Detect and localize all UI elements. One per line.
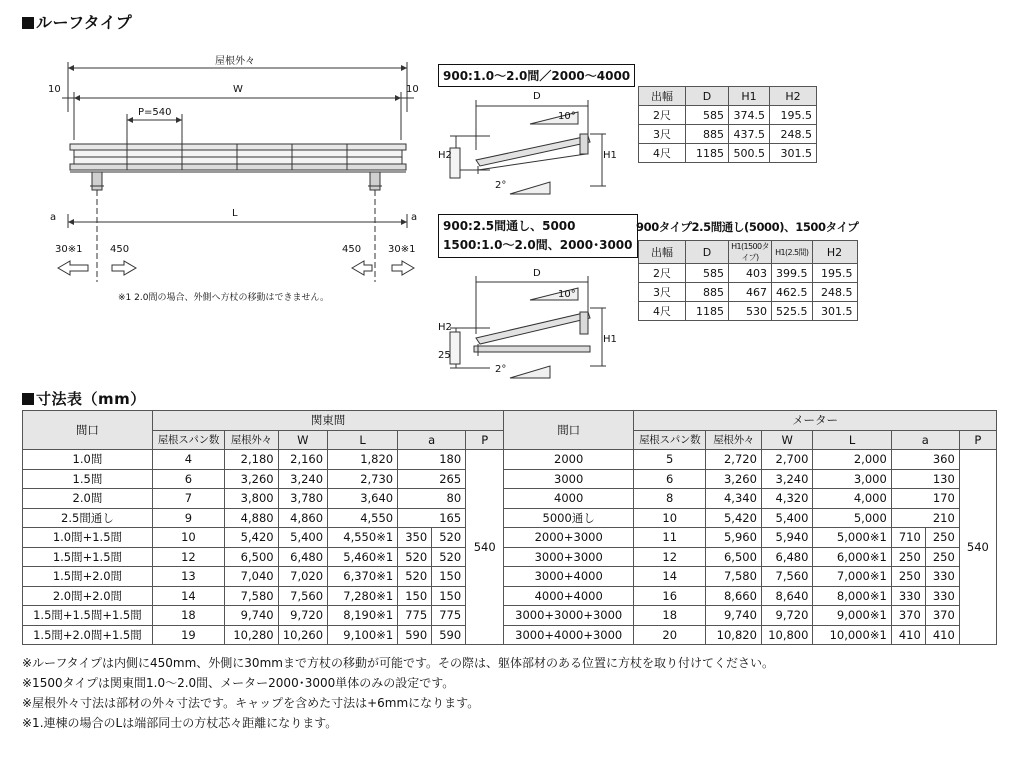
table-cell: 9,740 xyxy=(225,606,279,626)
side1-deg10-label: 10° xyxy=(558,111,576,122)
table-cell: 5,420 xyxy=(706,508,762,528)
table-cell: 4 xyxy=(152,450,224,470)
table-cell: 8,660 xyxy=(706,586,762,606)
spec2-header: H1(2.5間) xyxy=(772,241,813,264)
table-cell: 3000+3000 xyxy=(504,547,634,567)
group-meter: メーター xyxy=(634,411,997,431)
table-cell: 520 xyxy=(432,528,466,548)
table-cell: 590 xyxy=(398,625,432,645)
table-cell: 370 xyxy=(891,606,925,626)
table-cell: 1.5間+2.0間+1.5間 xyxy=(23,625,153,645)
note-line: ※屋根外々寸法は部材の外々寸法です。キャップを含めた寸法は+6mmになります。 xyxy=(22,696,480,710)
table-row xyxy=(23,489,997,509)
spec2-cell: 585 xyxy=(686,264,729,283)
spec2-cell: 462.5 xyxy=(772,283,813,302)
table-cell: 5,000※1 xyxy=(813,528,891,548)
table-cell: 5,400 xyxy=(761,508,813,528)
side1-deg2-label: 2° xyxy=(495,180,507,191)
table-cell: 10,800 xyxy=(761,625,813,645)
sub-header: a xyxy=(891,430,959,450)
spec2-header: H2 xyxy=(812,241,857,264)
table-cell: 590 xyxy=(432,625,466,645)
side1-h1-label: H1 xyxy=(603,150,617,161)
table-cell: 370 xyxy=(925,606,959,626)
table-cell: 2.5間通し xyxy=(23,508,153,528)
table-cell: 330 xyxy=(891,586,925,606)
table-cell: 16 xyxy=(634,586,706,606)
table-cell: 14 xyxy=(152,586,224,606)
table-cell: 8,000※1 xyxy=(813,586,891,606)
table-cell: 14 xyxy=(634,567,706,587)
table-cell: 7,020 xyxy=(278,567,327,587)
table-cell: 7,000※1 xyxy=(813,567,891,587)
table-row xyxy=(23,547,997,567)
table-cell: 210 xyxy=(891,508,959,528)
spec2-cell: 3尺 xyxy=(639,283,686,302)
table-cell: 250 xyxy=(891,567,925,587)
table-cell: 350 xyxy=(398,528,432,548)
spec1-cell: 585 xyxy=(686,106,729,125)
spec1-cell: 374.5 xyxy=(729,106,770,125)
a-left-label: a xyxy=(50,212,57,223)
table-cell: 2000+3000 xyxy=(504,528,634,548)
table-cell: 540 xyxy=(959,450,996,645)
spec1-cell: 301.5 xyxy=(770,144,817,163)
spec1-header: 出幅 xyxy=(639,87,686,106)
spec2-cell: 2尺 xyxy=(639,264,686,283)
table-cell: 5,420 xyxy=(225,528,279,548)
table-cell: 5 xyxy=(634,450,706,470)
table-cell: 9,720 xyxy=(761,606,813,626)
spec2-cell: 467 xyxy=(729,283,772,302)
side2-25-label: 25 xyxy=(438,350,451,361)
table-cell: 10 xyxy=(152,528,224,548)
left-10-label: 10 xyxy=(48,84,61,95)
spec1-cell: 195.5 xyxy=(770,106,817,125)
spec1-header: D xyxy=(686,87,729,106)
sub-header: L xyxy=(328,430,398,450)
spec2-row xyxy=(639,302,858,321)
right-10-label: 10 xyxy=(406,84,419,95)
spec2-cell: 885 xyxy=(686,283,729,302)
table-cell: 3000+4000+3000 xyxy=(504,625,634,645)
table-cell: 9,740 xyxy=(706,606,762,626)
side2-h2-label: H2 xyxy=(438,322,452,333)
sub-header: 屋根外々 xyxy=(706,430,762,450)
table-cell: 13 xyxy=(152,567,224,587)
side2-caption-line1: 900:2.5間通し、5000 xyxy=(443,219,576,233)
notes xyxy=(22,653,774,733)
table-cell: 3,240 xyxy=(761,469,813,489)
table-cell: 10 xyxy=(634,508,706,528)
spec-table-2-title: 900タイプ2.5間通し(5000)、1500タイプ xyxy=(636,220,859,234)
a-right-label: a xyxy=(411,212,418,223)
spec1-row xyxy=(639,144,817,163)
left-30-label: 30※1 xyxy=(55,244,83,255)
table-row xyxy=(23,586,997,606)
table-cell: 7,580 xyxy=(706,567,762,587)
table-cell: 520 xyxy=(432,547,466,567)
side-section-1-caption: 900:1.0～2.0間／2000～4000 xyxy=(438,64,635,87)
table-cell: 7,560 xyxy=(761,567,813,587)
table-cell: 2.0間 xyxy=(23,489,153,509)
table-cell: 5,940 xyxy=(761,528,813,548)
side2-caption-line2: 1500:1.0～2.0間、2000･3000 xyxy=(443,238,633,252)
side2-d-label: D xyxy=(533,268,541,279)
spec2-header: D xyxy=(686,241,729,264)
table-cell: 3,000 xyxy=(813,469,891,489)
col-maguchi-left: 間口 xyxy=(23,411,153,450)
side-section-2-caption xyxy=(438,214,638,258)
sub-header: P xyxy=(466,430,504,450)
table-cell: 1.0間+1.5間 xyxy=(23,528,153,548)
table-cell: 5,460※1 xyxy=(328,547,398,567)
table-cell: 3,640 xyxy=(328,489,398,509)
sub-header: 屋根スパン数 xyxy=(152,430,224,450)
spec2-cell: 4尺 xyxy=(639,302,686,321)
spec1-cell: 437.5 xyxy=(729,125,770,144)
table-cell: 10,280 xyxy=(225,625,279,645)
table-cell: 80 xyxy=(398,489,466,509)
roof-type-title: ルーフタイプ xyxy=(36,13,133,32)
table-cell: 2.0間+2.0間 xyxy=(23,586,153,606)
sub-header: W xyxy=(278,430,327,450)
table-cell: 7,560 xyxy=(278,586,327,606)
table-cell: 9,100※1 xyxy=(328,625,398,645)
table-cell: 410 xyxy=(925,625,959,645)
table-cell: 330 xyxy=(925,586,959,606)
table-cell: 4,320 xyxy=(761,489,813,509)
table-cell: 2,000 xyxy=(813,450,891,470)
table-cell: 410 xyxy=(891,625,925,645)
table-cell: 150 xyxy=(432,586,466,606)
spec2-cell: 399.5 xyxy=(772,264,813,283)
sub-header: 屋根スパン数 xyxy=(634,430,706,450)
table-cell: 9,000※1 xyxy=(813,606,891,626)
spec2-cell: 403 xyxy=(729,264,772,283)
table-cell: 6,480 xyxy=(761,547,813,567)
side2-deg10-label: 10° xyxy=(558,289,576,300)
table-cell: 4,000 xyxy=(813,489,891,509)
sub-header: P xyxy=(959,430,996,450)
table-cell: 6,370※1 xyxy=(328,567,398,587)
spec1-cell: 3尺 xyxy=(639,125,686,144)
table-cell: 150 xyxy=(398,586,432,606)
table-cell: 775 xyxy=(398,606,432,626)
w-label: W xyxy=(233,84,243,95)
outer-width-label: 屋根外々 xyxy=(215,56,255,67)
table-cell: 5,000 xyxy=(813,508,891,528)
dimension-table xyxy=(22,410,997,645)
spec1-header: H1 xyxy=(729,87,770,106)
table-cell: 4,550 xyxy=(328,508,398,528)
table-cell: 520 xyxy=(398,567,432,587)
table-row xyxy=(23,508,997,528)
spec2-cell: 301.5 xyxy=(812,302,857,321)
spec2-cell: 195.5 xyxy=(812,264,857,283)
table-cell: 3,260 xyxy=(706,469,762,489)
square-bullet-icon xyxy=(22,393,34,405)
table-cell: 5000通し xyxy=(504,508,634,528)
table-cell: 5,400 xyxy=(278,528,327,548)
table-row xyxy=(23,606,997,626)
table-cell: 3,800 xyxy=(225,489,279,509)
table-cell: 10,260 xyxy=(278,625,327,645)
table-cell: 150 xyxy=(432,567,466,587)
table-cell: 250 xyxy=(891,547,925,567)
table-cell: 5,960 xyxy=(706,528,762,548)
table-cell: 11 xyxy=(634,528,706,548)
table-cell: 6,480 xyxy=(278,547,327,567)
table-cell: 1.5間 xyxy=(23,469,153,489)
table-cell: 3000 xyxy=(504,469,634,489)
table-cell: 18 xyxy=(152,606,224,626)
table-cell: 8 xyxy=(634,489,706,509)
spec2-cell: 525.5 xyxy=(772,302,813,321)
right-30-label: 30※1 xyxy=(388,244,416,255)
table-cell: 1,820 xyxy=(328,450,398,470)
spec1-row xyxy=(639,125,817,144)
dimension-table-body xyxy=(23,450,997,645)
table-cell: 7,580 xyxy=(225,586,279,606)
p-label: P=540 xyxy=(138,107,172,118)
table-cell: 8,190※1 xyxy=(328,606,398,626)
spec2-row xyxy=(639,264,858,283)
spec2-cell: 530 xyxy=(729,302,772,321)
table-cell: 7,040 xyxy=(225,567,279,587)
table-cell: 3000+4000 xyxy=(504,567,634,587)
table-cell: 6,500 xyxy=(706,547,762,567)
table-cell: 2,700 xyxy=(761,450,813,470)
table-cell: 6 xyxy=(634,469,706,489)
group-kanto: 関東間 xyxy=(152,411,503,431)
spec-table-2 xyxy=(638,240,858,321)
spec1-row xyxy=(639,106,817,125)
table-cell: 7 xyxy=(152,489,224,509)
table-cell: 12 xyxy=(152,547,224,567)
table-cell: 19 xyxy=(152,625,224,645)
table-cell: 20 xyxy=(634,625,706,645)
table-cell: 6,000※1 xyxy=(813,547,891,567)
table-cell: 165 xyxy=(398,508,466,528)
table-cell: 360 xyxy=(891,450,959,470)
side1-d-label: D xyxy=(533,91,541,102)
side2-h1-label: H1 xyxy=(603,334,617,345)
table-cell: 330 xyxy=(925,567,959,587)
table-cell: 10,820 xyxy=(706,625,762,645)
table-cell: 9 xyxy=(152,508,224,528)
table-cell: 1.5間+1.5間+1.5間 xyxy=(23,606,153,626)
sub-header: 屋根外々 xyxy=(225,430,279,450)
dimension-table-heading xyxy=(22,388,146,409)
spec-table-1 xyxy=(638,86,817,163)
note-line: ※ルーフタイプは内側に450mm、外側に30mmまで方杖の移動が可能です。その際は、躯体部材のある位置に方杖を取り付けてください。 xyxy=(22,656,774,670)
sub-header: a xyxy=(398,430,466,450)
table-cell: 18 xyxy=(634,606,706,626)
dimension-table-title: 寸法表（mm） xyxy=(36,390,146,408)
table-cell: 250 xyxy=(925,528,959,548)
table-cell: 4,550※1 xyxy=(328,528,398,548)
table-cell: 3,780 xyxy=(278,489,327,509)
table-cell: 540 xyxy=(466,450,504,645)
table-cell: 4,860 xyxy=(278,508,327,528)
table-row xyxy=(23,625,997,645)
table-cell: 4,340 xyxy=(706,489,762,509)
table-cell: 170 xyxy=(891,489,959,509)
table-row xyxy=(23,528,997,548)
sub-header: L xyxy=(813,430,891,450)
table-cell: 6 xyxy=(152,469,224,489)
table-row xyxy=(23,469,997,489)
note-line: ※1500タイプは関東間1.0～2.0間、メーター2000･3000単体のみの設定です。 xyxy=(22,676,455,690)
table-cell: 4,880 xyxy=(225,508,279,528)
table-cell: 1.0間 xyxy=(23,450,153,470)
table-cell: 7,280※1 xyxy=(328,586,398,606)
table-cell: 775 xyxy=(432,606,466,626)
front-footnote: ※1 2.0間の場合、外側へ方杖の移動はできません。 xyxy=(118,293,329,303)
table-cell: 3,240 xyxy=(278,469,327,489)
table-cell: 10,000※1 xyxy=(813,625,891,645)
table-cell: 3000+3000+3000 xyxy=(504,606,634,626)
side-section-1-svg xyxy=(430,90,630,210)
side1-h2-label: H2 xyxy=(438,150,452,161)
table-cell: 1.5間+1.5間 xyxy=(23,547,153,567)
spec1-cell: 248.5 xyxy=(770,125,817,144)
table-cell: 4000+4000 xyxy=(504,586,634,606)
table-cell: 2,730 xyxy=(328,469,398,489)
table-cell: 2000 xyxy=(504,450,634,470)
spec1-header: H2 xyxy=(770,87,817,106)
spec2-cell: 1185 xyxy=(686,302,729,321)
left-450-label: 450 xyxy=(110,244,130,255)
table-cell: 520 xyxy=(398,547,432,567)
table-cell: 130 xyxy=(891,469,959,489)
table-cell: 265 xyxy=(398,469,466,489)
table-cell: 4000 xyxy=(504,489,634,509)
side-section-2-svg xyxy=(430,268,630,388)
table-cell: 710 xyxy=(891,528,925,548)
spec1-cell: 885 xyxy=(686,125,729,144)
spec2-header: H1(1500タイプ) xyxy=(729,241,772,264)
sub-header: W xyxy=(761,430,813,450)
note-line: ※1.連棟の場合のLは端部同士の方杖芯々距離になります。 xyxy=(22,716,338,730)
spec1-cell: 2尺 xyxy=(639,106,686,125)
front-elevation-svg xyxy=(0,0,420,300)
table-cell: 2,160 xyxy=(278,450,327,470)
spec2-cell: 248.5 xyxy=(812,283,857,302)
table-cell: 6,500 xyxy=(225,547,279,567)
col-maguchi-right: 間口 xyxy=(504,411,634,450)
table-cell: 2,720 xyxy=(706,450,762,470)
table-row xyxy=(23,450,997,470)
spec1-cell: 500.5 xyxy=(729,144,770,163)
table-cell: 9,720 xyxy=(278,606,327,626)
table-cell: 3,260 xyxy=(225,469,279,489)
table-cell: 180 xyxy=(398,450,466,470)
table-cell: 2,180 xyxy=(225,450,279,470)
spec1-cell: 1185 xyxy=(686,144,729,163)
l-label: L xyxy=(232,208,238,219)
spec1-cell: 4尺 xyxy=(639,144,686,163)
right-450-label: 450 xyxy=(342,244,362,255)
table-cell: 8,640 xyxy=(761,586,813,606)
table-cell: 250 xyxy=(925,547,959,567)
table-cell: 1.5間+2.0間 xyxy=(23,567,153,587)
spec2-row xyxy=(639,283,858,302)
table-cell: 12 xyxy=(634,547,706,567)
spec2-header: 出幅 xyxy=(639,241,686,264)
side2-deg2-label: 2° xyxy=(495,364,507,375)
table-row xyxy=(23,567,997,587)
